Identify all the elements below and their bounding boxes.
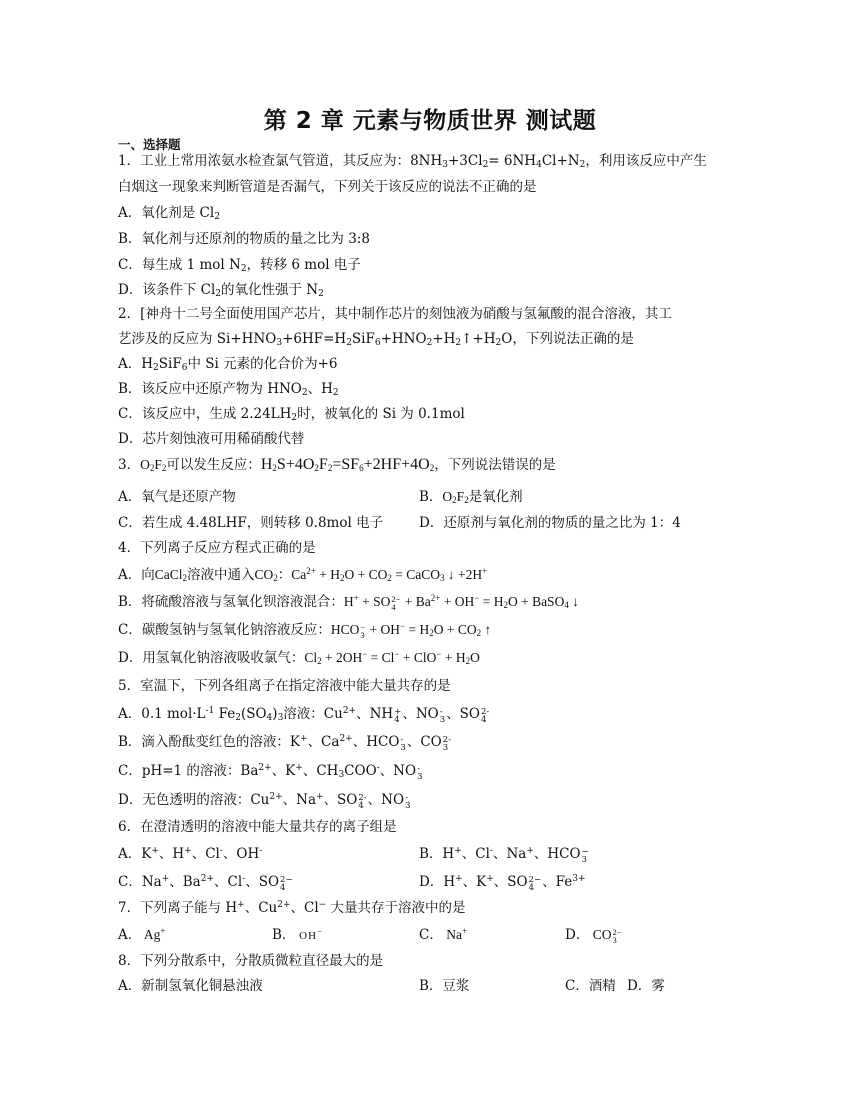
q4-option-a: A．向CaCl$_2$溶液中通入$CO_2$：$Ca^{2+} + H_2O + CO_2$ = CaCO$_3$ ↓ +2H+ — [118, 566, 488, 583]
q1-stem-line1: 1．工业上常用浓氨水检查氯气管道，其反应为：$8NH_3+3Cl_2= 6NH_4Cl+N_2$，利用该反应中产生 — [118, 153, 707, 170]
q3-option-c: C．若生成 4.48LHF，则转移 0.8mol 电子 — [118, 515, 384, 531]
q6-option-d: D．H+、K+、SO 2− 4 、$Fe^{3+}$ — [419, 874, 586, 893]
q4-option-c: C．碳酸氢钠与氢氧化钠溶液反应：HCO − 3 + $OH^- = H_2O + CO_2$ ↑ — [118, 621, 492, 640]
q1-option-b: B．氧化剂与还原剂的物质的量之比为 3:8 — [118, 231, 370, 247]
q2-option-c: C．该反应中，生成 $2.24LH_2$时，被氧化的 Si 为 0.1mol — [118, 406, 465, 423]
q4-d-equation: $Cl_2 + 2OH^- = Cl^- + ClO^- + H_2O$ — [304, 649, 480, 666]
q4-stem: 4．下列离子反应方程式正确的是 — [118, 540, 316, 556]
q1-option-a: A．氧化剂是 $Cl_2$ — [118, 205, 220, 222]
q7-option-c: C． Na+ — [419, 926, 468, 943]
q7-option-d: D． CO 2− 3 — [565, 927, 622, 945]
q1-option-d: D．该条件下 $Cl_2$的氧化性强于 $N_2$ — [118, 282, 324, 299]
q4-option-b: B．将硫酸溶液与氢氧化钡溶液混合：H+ + SO 2− 4 + $Ba^{2+} + OH^- = H_2O$ + BaSO$_4$ ↓ — [118, 593, 579, 612]
q3-formula-o2f2: $O_2F_2$ — [140, 457, 167, 473]
q5-option-d: D．无色透明的溶液：$Cu^{2+}$、Na+、SO 2- 4 、NO - 3 — [118, 792, 411, 811]
q6-option-a: A．K+、H+、Cl-、OH- — [118, 846, 263, 862]
q2-stem-line2: 艺涉及的反应为 $Si+HNO_3+6HF=H_2SiF_6+HNO_2+H_2↑+H_2O$，下列说法正确的是 — [118, 331, 634, 348]
q5-option-b: B．滴入酚酞变红色的溶液：K+、$Ca^{2+}$、HCO - 3 、CO 2- 3 — [118, 734, 452, 753]
q3-option-d: D．还原剂与氧化剂的物质的量之比为 1：4 — [419, 515, 681, 531]
q5-option-c: C．pH=1 的溶液：$Ba^{2+}$、K+、$CH_3COO^-$、NO - 3 — [118, 763, 423, 782]
q1-option-c: C．每生成 1 mol $N_2$，转移 6 mol 电子 — [118, 257, 361, 274]
q6-stem: 6．在澄清透明的溶液中能大量共存的离子组是 — [118, 819, 397, 835]
q6-option-c: C．Na+、$Ba^{2+}$、Cl-、SO 2− 4 — [118, 874, 293, 893]
section-heading: 一、选择题 — [118, 137, 181, 152]
q2-stem-line1: 2．[神舟十二号全面使用国产芯片，其中制作芯片的刻蚀液为硝酸与氢氟酸的混合溶液，其工 — [118, 306, 672, 322]
q5-option-a: A．0.1 $mol\cdot L^{-1}$ $Fe_2(SO_4)_3$溶液：$Cu^{2+}$、NH + 4 、NO - 3 、SO 2- 4 — [118, 706, 490, 725]
q2-option-d: D．芯片刻蚀液可用稀硝酸代替 — [118, 431, 305, 447]
q7-option-b: B． OH− — [272, 926, 324, 943]
q4-b-equation: H+ + SO 2− 4 + $Ba^{2+} + OH^- = H_2O$ + BaSO$_4$ ↓ — [343, 593, 579, 612]
q7-option-a: A． Ag+ — [118, 926, 166, 943]
q1-stem-line2: 白烟这一现象来判断管道是否漏气，下列关于该反应的说法不正确的是 — [118, 179, 537, 195]
q3-reaction-equation: $H_2S+4O_2F_2=SF_6+2HF+4O_2$ — [260, 456, 435, 473]
q8-stem: 8．下列分散系中，分散质微粒直径最大的是 — [118, 953, 384, 969]
q4-c-equation: HCO − 3 + $OH^- = H_2O + CO_2$ ↑ — [330, 621, 492, 640]
q4-a-equation: $Ca^{2+} + H_2O + CO_2$ = CaCO$_3$ ↓ +2H+ — [291, 566, 488, 583]
q2-option-b: B．该反应中还原产物为 $HNO_2$、$H_2$ — [118, 381, 339, 398]
q4-option-d: D．用氢氧化钠溶液吸收氯气：$Cl_2 + 2OH^- = Cl^- + ClO^- + H_2O$ — [118, 649, 480, 666]
q2-option-a: A．$H_2SiF_6$中 Si 元素的化合价为+6 — [118, 356, 338, 373]
q5-stem: 5．室温下，下列各组离子在指定溶液中能大量共存的是 — [118, 678, 451, 694]
q8-option-b: B．豆浆 — [419, 978, 470, 994]
q8-option-a: A．新制氢氧化铜悬浊液 — [118, 978, 263, 994]
q6-option-b: B．H+、Cl-、Na+、HCO − 3 — [419, 846, 589, 865]
q8-option-d: D．雾 — [627, 978, 665, 994]
q3-option-b: B．$O_2F_2$是氧化剂 — [419, 489, 523, 505]
q8-option-c: C．酒精 — [565, 978, 616, 994]
page-title: 第 2 章 元素与物质世界 测试题 — [263, 108, 597, 134]
q3-option-a: A．氧气是还原产物 — [118, 489, 236, 505]
q7-stem: 7．下列离子能与 H+、$Cu^{2+}$、Cl− 大量共存于溶液中的是 — [118, 900, 466, 916]
q3-stem: 3．$O_2F_2$可以发生反应：$H_2S+4O_2F_2=SF_6+2HF+4O_2$，下列说法错误的是 — [118, 456, 556, 473]
